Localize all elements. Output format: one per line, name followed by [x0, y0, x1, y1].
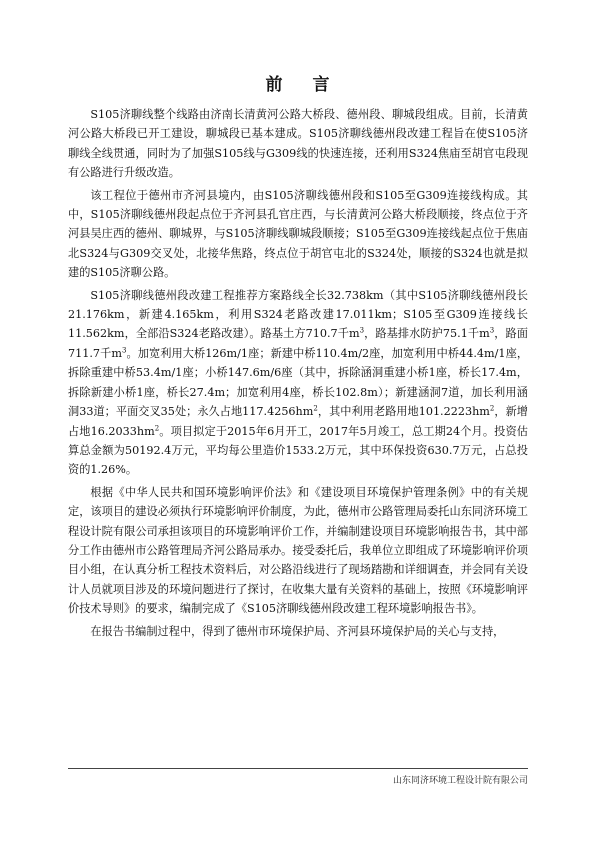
footer-company: 山东同济环境工程设计院有限公司	[392, 776, 528, 786]
paragraph-1: S105济聊线整个线路由济南长清黄河公路大桥段、德州段、聊城段组成。目前，长清黄河公路大桥段已开工建设，聊城段已基本建成。S105济聊线德州段改建工程旨在使S105济聊线全线贯通，同时为了加强S105线与G309线的快速连接，还利用S324焦庙至胡官屯段现有公路进行升级改造。	[68, 108, 528, 180]
superscript-2a: 2	[313, 404, 318, 413]
page-title: 前 言	[265, 75, 342, 95]
superscript-3c: 3	[121, 346, 127, 355]
p3-text-d: 。加宽利用大桥126m/1座；新建中桥110.4m/2座，加宽利用中桥44.4m/1座，拆除重建中桥53.4m/1座；小桥147.6m/6座（其中，拆除涵洞重建小桥1座，桥长17.4m，拆除新建小桥1座，桥长27.4m；加宽利用4座，桥长102.8m）；新建涵洞7道，加长利用涵洞33道；平面交叉35处；永久占地117.4256hm	[68, 346, 529, 419]
superscript-2b: 2	[489, 404, 495, 413]
superscript-3a: 3	[359, 326, 365, 335]
paragraph-2: 该工程位于德州市齐河县境内，由S105济聊线德州段和S105至G309连接线构成。其中，S105济聊线德州段起点位于齐河县孔官庄西，与长清黄河公路大桥段顺接，终点位于齐河县吴庄西的德州、聊城界，与S105济聊线聊城段顺接；S105至G309连接线起点位于焦庙北S324与G309交叉处，北接华焦路，终点位于胡官屯北的S324处，顺接的S324也就是拟建的S105济聊公路。	[68, 188, 528, 280]
p3-text-g: 。项目拟定于2015年6月开工，2017年5月竣工，总工期24个月。投资估算总金额为50192.4万元，平均每公里造价1533.2万元，其中环保投资630.7万元，占总投资的1.26%。	[68, 424, 528, 477]
footer-divider	[68, 768, 528, 769]
paragraph-4: 根据《中华人民共和国环境影响评价法》和《建设项目环境保护管理条例》中的有关规定，该项目的建设必须执行环境影响评价制度，为此，德州市公路管理局委托山东同济环境工程设计院有限公司承担该项目的环境影响评价工作，并编制建设项目环境影响报告书，其中部分工作由德州市公路管理局齐河公路局承办。接受委托后，我单位立即组成了环境影响评价项目小组，在认真分析工程技术资料后，对公路沿线进行了现场踏勘和详细调查，并会同有关设计人员就项目涉及的环境问题进行了探讨，在收集大量有关资料的基础上，按照《环境影响评价技术导则》的要求，编制完成了《S105济聊线德州段改建工程环境影响报告书》。	[68, 485, 528, 616]
p3-text-c: ，路面711.7千m	[68, 327, 528, 360]
paragraph-3	[68, 286, 528, 480]
p3-text-b: ，路基排水防护75.1千m	[364, 327, 490, 341]
p3-text-e: ，其中利用老路用地101.2223hm	[317, 405, 490, 419]
superscript-3b: 3	[489, 326, 495, 335]
paragraph-5: 在报告书编制过程中，得到了德州市环境保护局、齐河县环境保护局的关心与支持，	[90, 624, 505, 638]
p3-text-f: ，新增占地16.2033hm	[68, 405, 528, 438]
body-text	[68, 105, 528, 644]
superscript-2c: 2	[154, 423, 160, 432]
p3-text-a: S105济聊线德州段改建工程推荐方案路线全长32.738km（其中S105济聊线德州段长21.176km，新建4.165km，利用S324老路改建17.011km；S105至G309连接线长11.562km，全部沿S324老路改建）。路基土方710.7千m	[68, 288, 528, 341]
